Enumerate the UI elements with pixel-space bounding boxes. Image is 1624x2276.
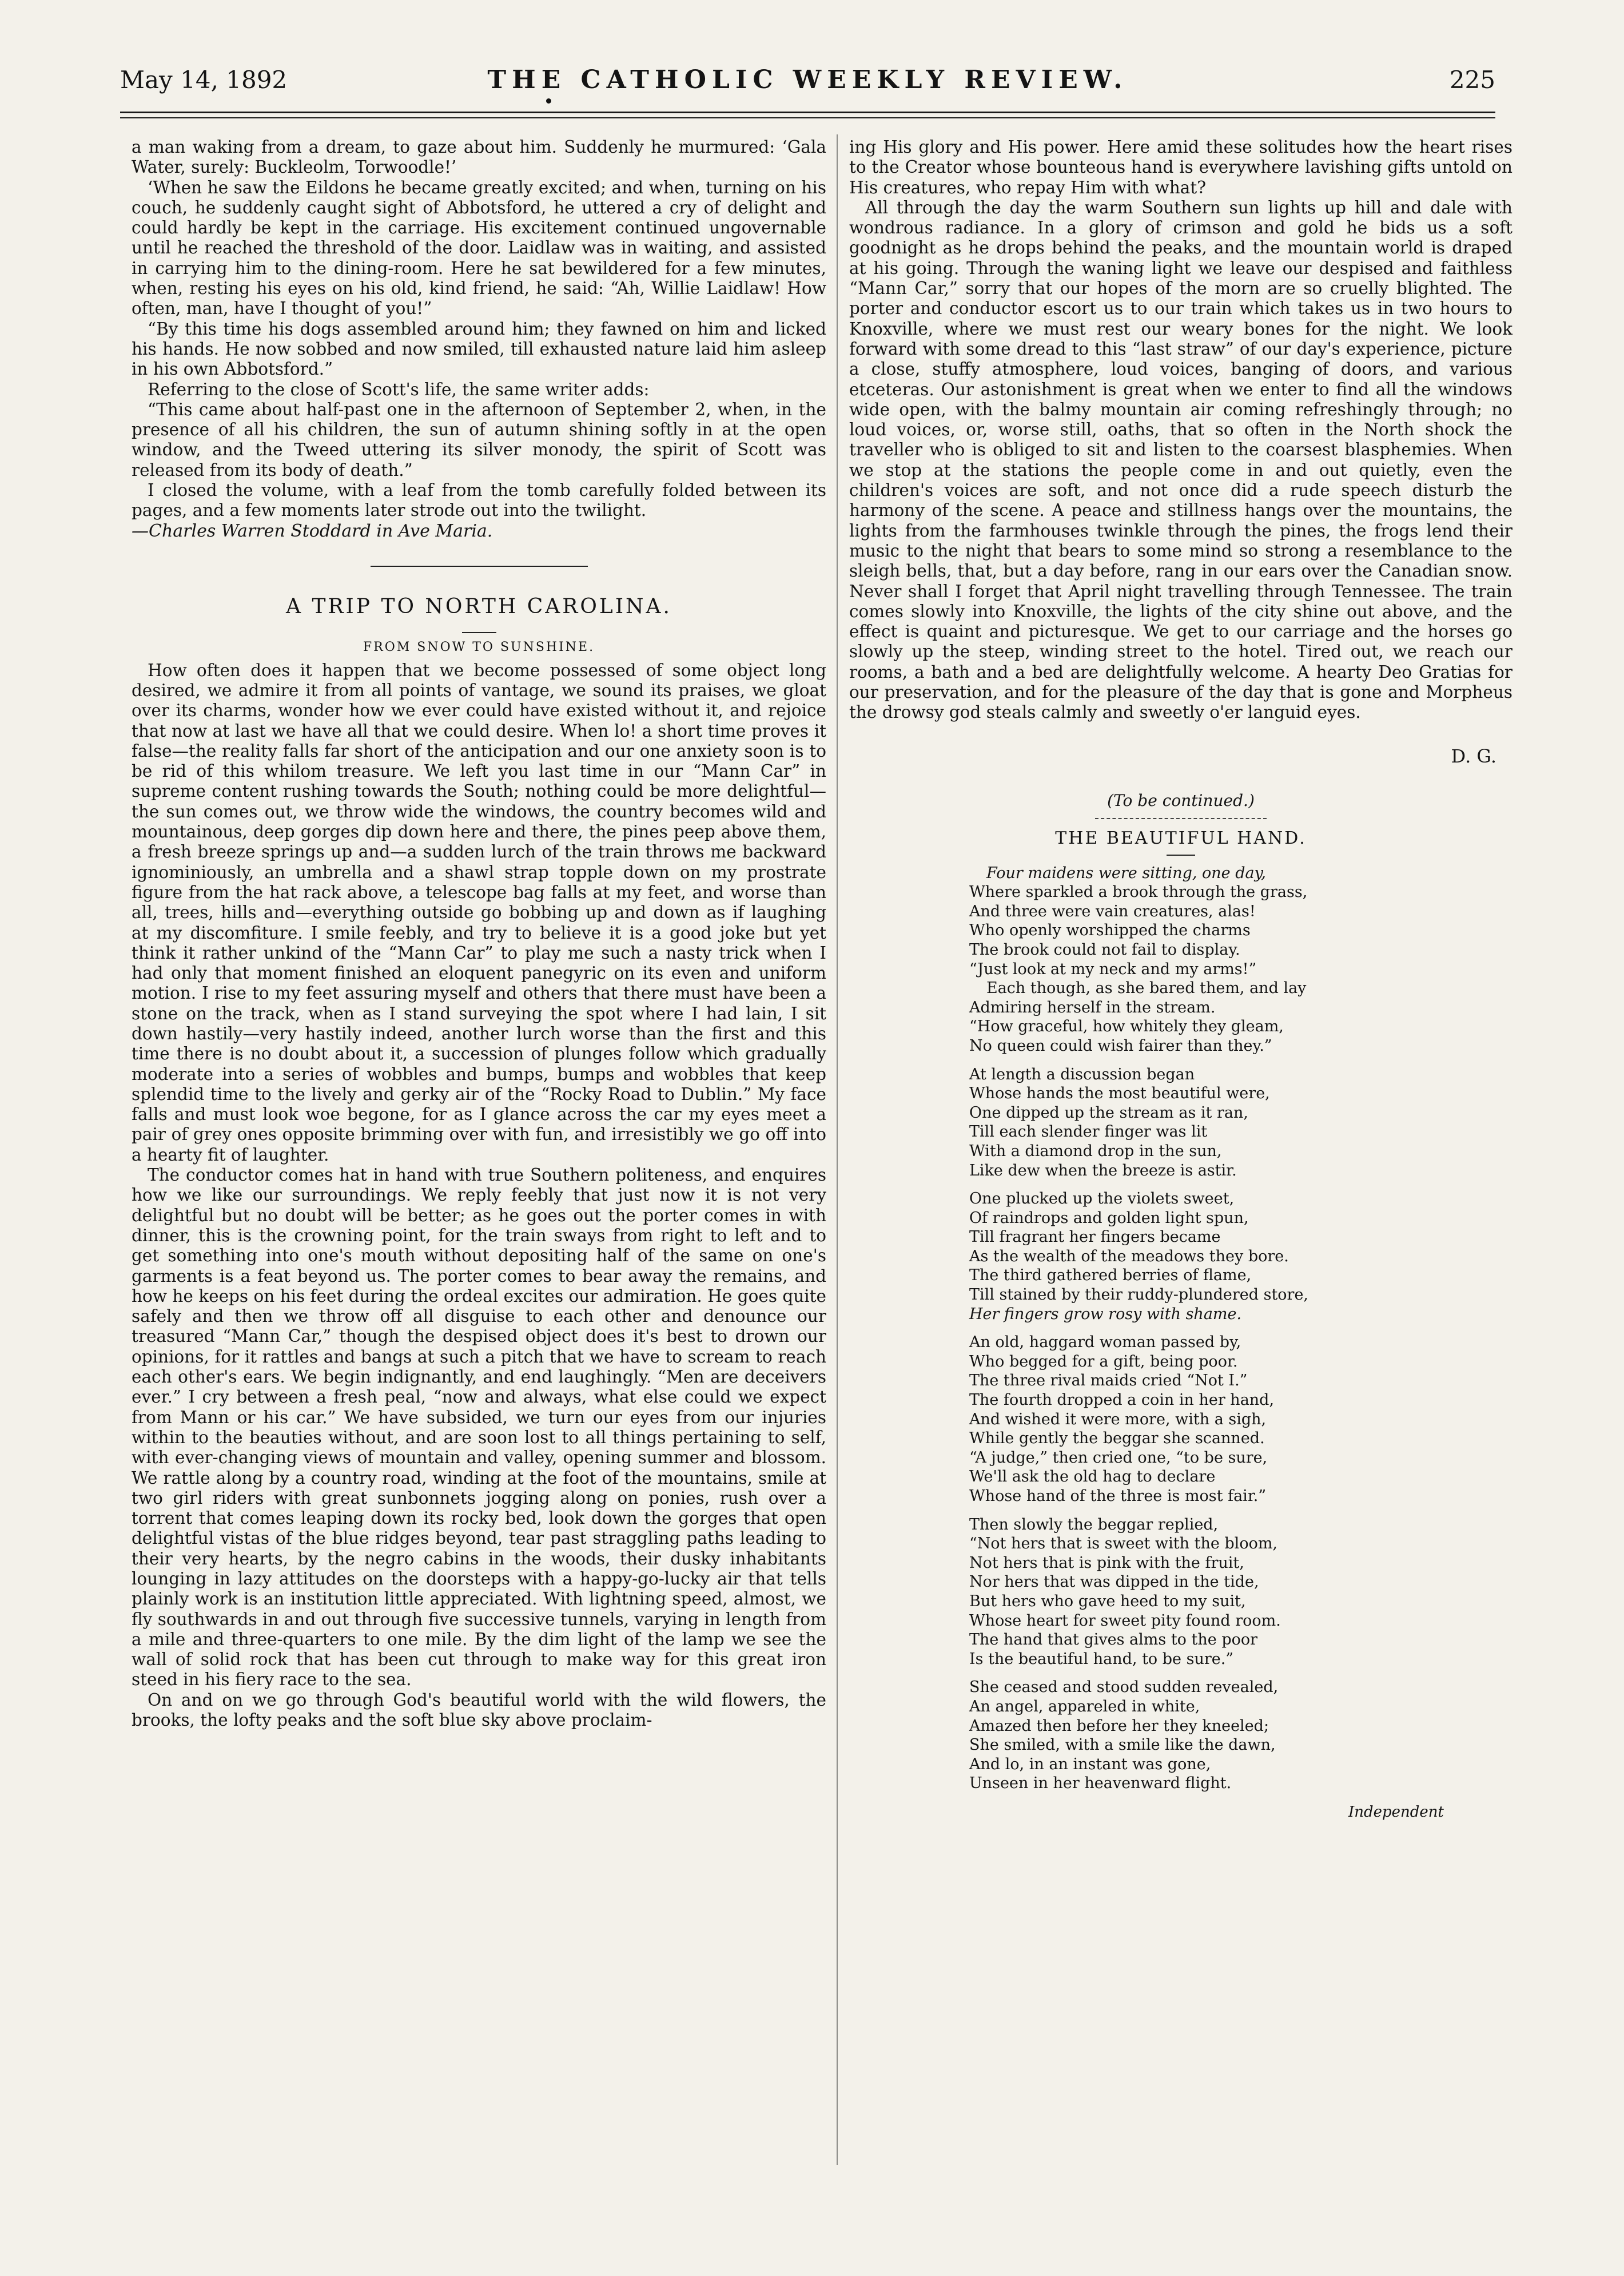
column-divider — [837, 134, 838, 2165]
continued-note: (To be continued.) — [1107, 791, 1255, 810]
ornament-dot — [546, 98, 551, 104]
section-divider — [1095, 818, 1267, 819]
poem-line: Like dew when the breeze is astir. — [969, 1161, 1237, 1179]
poem-line: An old, haggard woman passed by, — [969, 1333, 1241, 1352]
poem-line: Till each slender finger was lit — [969, 1123, 1208, 1141]
poem-stanza — [969, 1189, 1484, 1324]
article-subtitle: FROM SNOW TO SUNSHINE. — [363, 639, 595, 654]
poem-line: Her fingers grow rosy with shame. — [969, 1305, 1242, 1323]
poem-line: While gently the beggar she scanned. — [969, 1429, 1265, 1448]
poem-line: Nor hers that was dipped in the tide, — [969, 1573, 1259, 1591]
poem-stanza — [969, 1515, 1484, 1669]
header-rule-bottom — [120, 117, 1495, 118]
poem-line: As the wealth of the meadows they bore. — [969, 1247, 1289, 1265]
poem-line: Where sparkled a brook through the grass, — [969, 883, 1308, 901]
intro-paragraph: Referring to the close of Scott's life, the same writer adds: — [148, 379, 650, 399]
poem-line: Each though, as she bared them, and lay — [986, 979, 1307, 998]
poem-line: Four maidens were sitting, one day, — [986, 864, 1266, 882]
poem-line: And wished it were more, with a sigh, — [969, 1410, 1267, 1428]
left-column — [132, 137, 826, 1730]
intro-paragraph: I closed the volume, with a leaf from the tomb carefully folded between its pages, and a few moments later strode out into the twilight. — [132, 480, 826, 521]
poem-line: Then slowly the beggar replied, — [969, 1515, 1219, 1534]
section-divider — [371, 566, 588, 567]
poem-line: Whose hands the most beautiful were, — [969, 1085, 1270, 1103]
poem-line: But hers who gave heed to my suit, — [969, 1592, 1246, 1610]
poem-stanza — [969, 1065, 1484, 1181]
poem-line: An angel, appareled in white, — [969, 1697, 1200, 1715]
poem-line: And three were vain creatures, alas! — [969, 902, 1256, 920]
poem-line: Amazed then before her they kneeled; — [969, 1717, 1269, 1735]
poem-stanza — [969, 1678, 1484, 1793]
poem-line: Whose heart for sweet pity found room. — [969, 1611, 1281, 1630]
poem-line: Admiring herself in the stream. — [969, 998, 1216, 1016]
right-column — [849, 137, 1512, 1822]
article-title: A TRIP TO NORTH CAROLINA. — [286, 594, 672, 618]
publication-title: THE CATHOLIC WEEKLY REVIEW. — [487, 65, 1128, 94]
title-underline — [1167, 855, 1195, 856]
poem-line: With a diamond drop in the sun, — [969, 1142, 1222, 1160]
poem-line: And lo, in an instant was gone, — [969, 1755, 1211, 1773]
poem-line: Not hers that is pink with the fruit, — [969, 1554, 1244, 1572]
poem-line: “Not hers that is sweet with the bloom, — [969, 1535, 1278, 1553]
poem-line: We'll ask the old hag to declare — [969, 1468, 1216, 1486]
article-paragraph: How often does it happen that we become possessed of some object long desired, we admire it from all points of vantage, we sound its praises, we gloat over its charms, wonder how we ever could have existed without it, and rejoice that now at last we have all that we could desire. When lo! a short time proves it false—the reality falls far short of the anticipation and our one anxiety soon is to be rid of this whilom treasure. We left you last time in our “Mann Car” in supreme content rushing towards the South; nothing could be more delightful—the sun comes out, we throw wide the windows, the country becomes wild and mountainous, deep gorges dip down here and there, the pines peep above them, a fresh breeze springs up and—a sudden lurch of the train throws me backward ignominiously, an umbrella and a shawl strap topple down on my prostrate figure from the hat rack above, a telescope bag falls at my feet, and worse than all, trees, hills and—everything outside go bobbing up and down as if laughing at my discomfiture. I smile feebly, and try to believe it is a good joke but yet think it rather unkind of the “Mann Car” to play me such a nasty trick when I had only that moment finished an eloquent panegyric on its even and uniform motion. I rise to my feet assuring myself and others that there must have been a stone on the track, when as I stand surveying the spot where I had lain, I sit down hastily—very hastily indeed, another lurch worse than the first and this time there is no doubt about it, a succession of plunges follow which gradually moderate into a series of wobbles and bumps, bumps and wobbles that keep splendid time to the lively and gerky air of the “Rocky Road to Dublin.” My face falls and must look woe begone, for as I glance across the car my eyes meet a pair of grey ones opposite brimming over with fun, and irresistibly we go off into a hearty fit of laughter. — [132, 660, 826, 1165]
article-paragraph: ing His glory and His power. Here amid these solitudes how the heart rises to the Creator whose bounteous hand is everywhere lavishing gifts untold on His creatures, who repay Him with what? — [849, 137, 1512, 197]
poem-line: Unseen in her heavenward flight. — [969, 1774, 1232, 1793]
poem-line: She ceased and stood sudden revealed, — [969, 1678, 1279, 1697]
poem-line: Who begged for a gift, being poor. — [969, 1352, 1238, 1371]
intro-paragraph: ‘When he saw the Eildons he became greatly excited; and when, turning on his couch, he suddenly caught sight of Abbotsford, he uttered a cry of delight and could hardly be kept in the carriage. His excitement continued ungovernable until he reached the threshold of the door. Laidlaw was in waiting, and assisted in carrying him to the dining-room. Here he sat bewildered for a few minutes, when, resting his eyes on his old, kind friend, he said: “Ah, Willie Laidlaw! How often, man, have I thought of you!” — [132, 177, 826, 319]
poem-stanza — [969, 864, 1484, 1056]
poem-line: Of raindrops and golden light spun, — [969, 1209, 1249, 1227]
intro-paragraph: a man waking from a dream, to gaze about him. Suddenly he murmured: ‘Gala Water, surely: Buckleolm, Torwoodle!’ — [132, 137, 826, 177]
article-paragraph: The conductor comes hat in hand with true Southern politeness, and enquires how we like our surroundings. We reply feebly that just now it is not very delightful but no doubt will be better; as he goes out the porter comes in with dinner, this is the crowning point, for the train sways from right to left and to get something into one's mouth without depositing half of the same on one's garments is a feat beyond us. The porter comes to bear away the remains, and how he keeps on his feet during the ordeal excites our admiration. He goes quite safely and then we throw off all disguise to each other and denounce our treasured “Mann Car,” though the despised object does it's best to drown our opinions, for it rattles and bangs at such a pitch that we have to scream to reach each other's ears. We begin indignantly, and end laughingly. “Men are deceivers ever.” I cry between a fresh peal, “now and always, what else could we expect from Mann or his car.” We have subsided, we turn our eyes from our injuries within to the beauties without, and are soon lost to all things pertaining to self, with ever-changing views of mountain and valley, opening summer and blossom. We rattle along by a country road, winding at the foot of the mountains, smile at two girl riders with great sunbonnets jogging along on ponies, rush over a torrent that comes leaping down its rocky bed, look down the gorges that open delightful vistas of the blue ridges beyond, tear past straggling paths leading to their very hearts, by the negro cabins in the woods, their dusky inhabitants lounging in lazy attitudes on the doorsteps with a happy-go-lucky air that tells plainly work is an institution little appreciated. With lightning speed, almost, we fly southwards in and out through five successive tunnels, varying in length from a mile and three-quarters to one mile. By the dim light of the lamp we see the wall of solid rock that has been cut through to make way for this great iron steed in his fiery race to the sea. — [132, 1165, 826, 1690]
poem-line: One dipped up the stream as it ran, — [969, 1103, 1248, 1122]
article-attribution: —Charles Warren Stoddard in Ave Maria. — [132, 521, 493, 541]
poem-line: Till fragrant her fingers became — [969, 1228, 1221, 1246]
poem-source: Independent — [1348, 1803, 1444, 1821]
poem-line: “How graceful, how whitely they gleam, — [969, 1018, 1284, 1036]
poem-line: One plucked up the violets sweet, — [969, 1190, 1235, 1208]
article-paragraph: On and on we go through God's beautiful world with the wild flowers, the brooks, the lofty peaks and the soft blue sky above proclaim- — [132, 1690, 826, 1730]
poem — [969, 864, 1484, 1793]
issue-date: May 14, 1892 — [120, 66, 288, 94]
title-underline — [462, 632, 496, 633]
author-signature: D. G. — [1451, 745, 1496, 767]
intro-paragraph: “By this time his dogs assembled around him; they fawned on him and licked his hands. He now sobbed and now smiled, till exhausted nature laid him asleep in his own Abbotsford.” — [132, 319, 826, 379]
poem-line: “A judge,” then cried one, “to be sure, — [969, 1448, 1268, 1467]
poem-line: Is the beautiful hand, to be sure.” — [969, 1650, 1234, 1668]
poem-line: The third gathered berries of flame, — [969, 1266, 1252, 1285]
poem-title: THE BEAUTIFUL HAND. — [1055, 828, 1307, 848]
article-paragraph: All through the day the warm Southern sun lights up hill and dale with wondrous radiance. In a glory of crimson and gold he bids us a soft goodnight as he drops behind the peaks, and the mountain world is draped at his going. Through the waning light we leave our despised and faithless “Mann Car,” sorry that our hopes of the morn are so cruelly blighted. The porter and conductor escort us to our train which takes us in two hours to Knoxville, where we must rest our weary bones for the night. We look forward with some dread to this “last straw” of our day's experience, picture a close, stuffy atmosphere, loud voices, banging of doors, and various etceteras. Our astonishment is great when we enter to find all the windows wide open, with the balmy mountain air coming refreshingly through; no loud voices, or, worse still, oaths, that so often in the North shock the traveller who is obliged to sit and listen to the coarsest blasphemies. When we stop at the stations the people come in and out quietly, even the children's voices are soft, and not once did a rude speech disturb the harmony of the scene. A peace and stillness hangs over the mountains, the lights from the farmhouses twinkle through the pines, the frogs lend their music to the night that bears to some mind so strong a resemblance to the sleigh bells, that, but a day before, rang in our ears over the Canadian snow. Never shall I forget that April night travelling through Tennessee. The train comes slowly into Knoxville, the lights of the city shine out above, and the effect is quaint and picturesque. We get to our carriage and the horses go slowly up the steep, winding street to the hotel. Tired out, we reach our rooms, a bath and a bed are delightfully welcome. A hearty Deo Gratias for our preservation, and for the pleasure of the day that is gone and Morpheus the drowsy god steals calmly and sweetly o'er languid eyes. — [849, 197, 1512, 722]
poem-line: She smiled, with a smile like the dawn, — [969, 1736, 1276, 1754]
masthead — [120, 63, 1495, 103]
poem-line: At length a discussion began — [969, 1065, 1195, 1083]
poem-line: “Just look at my neck and my arms!” — [969, 960, 1257, 978]
poem-line: The brook could not fail to display. — [969, 940, 1240, 959]
poem-line: The hand that gives alms to the poor — [969, 1631, 1258, 1649]
poem-line: The fourth dropped a coin in her hand, — [969, 1391, 1275, 1409]
poem-line: Who openly worshipped the charms — [969, 921, 1251, 940]
poem-line: Whose hand of the three is most fair.” — [969, 1487, 1267, 1506]
poem-line: The three rival maids cried “Not I.” — [969, 1372, 1248, 1390]
page-number: 225 — [1449, 66, 1495, 94]
poem-line: Till stained by their ruddy-plundered store, — [969, 1286, 1309, 1304]
poem-stanza — [969, 1333, 1484, 1506]
header-rule-top — [120, 112, 1495, 113]
poem-line: No queen could wish fairer than they.” — [969, 1036, 1272, 1055]
intro-paragraph: “This came about half-past one in the afternoon of September 2, when, in the presence of all his children, the sun of autumn shining softly in at the open window, and the Tweed uttering its silver monody, the spirit of Scott was released from its body of death.” — [132, 399, 826, 480]
